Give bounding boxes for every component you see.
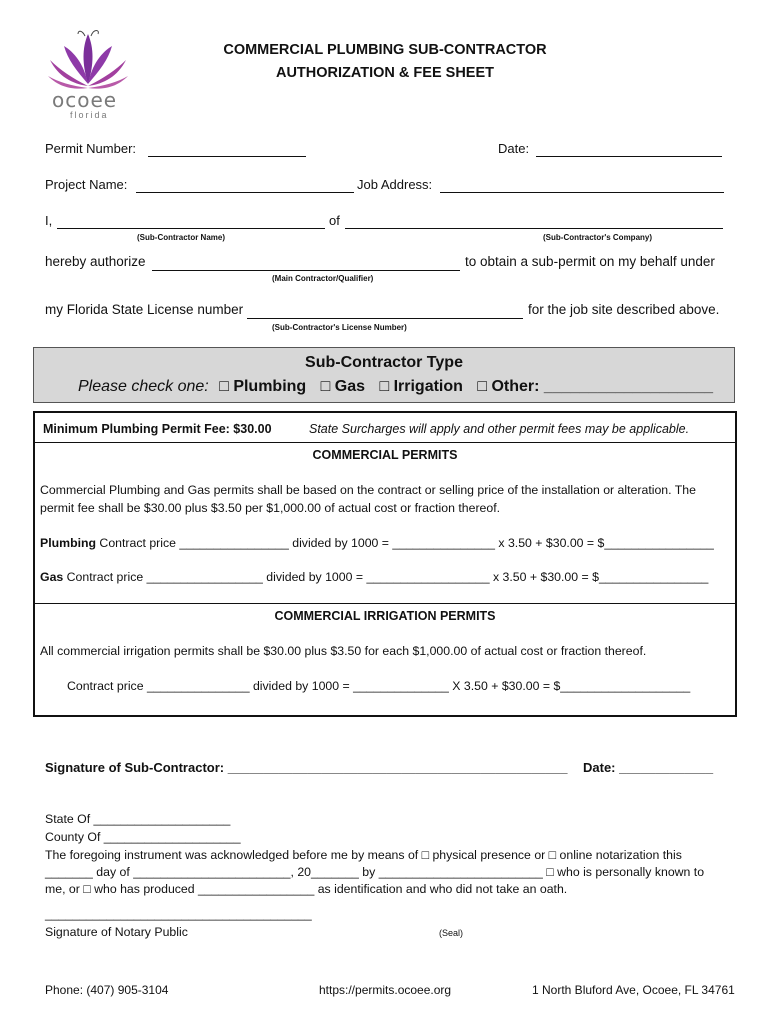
notary-line-1: The foregoing instrument was acknowledged before me by means of □ physical presence or □ online notarization this bbox=[45, 848, 682, 862]
sub-contractor-name-caption: (Sub-Contractor Name) bbox=[137, 233, 226, 242]
sub-contractor-type-box bbox=[33, 347, 735, 403]
footer-phone: Phone: (407) 905-3104 bbox=[45, 983, 169, 997]
irrigation-calc[interactable]: Contract price _______________ divided by 1000 = ______________ X 3.50 + $30.00 = $___________________ bbox=[67, 679, 691, 693]
sub-contractor-type-heading: Sub-Contractor Type bbox=[305, 354, 463, 371]
document-title-line2: AUTHORIZATION & FEE SHEET bbox=[275, 65, 495, 81]
sub-contractor-signature-field[interactable]: Signature of Sub-Contractor: _______________________________________________ bbox=[45, 760, 568, 775]
sub-contractor-name-field[interactable] bbox=[57, 228, 325, 229]
surcharge-note: State Surcharges will apply and other permit fees may be applicable. bbox=[309, 422, 690, 436]
notary-state[interactable]: State Of ____________________ bbox=[45, 812, 231, 826]
job-address-label: Job Address: bbox=[357, 177, 433, 192]
document-title-line1: COMMERCIAL PLUMBING SUB-CONTRACTOR bbox=[223, 42, 547, 58]
gas-calc-row bbox=[40, 570, 708, 584]
license-prefix-label: my Florida State License number bbox=[45, 302, 244, 317]
license-number-field[interactable] bbox=[247, 318, 523, 319]
i-label: I, bbox=[45, 213, 53, 228]
option-plumbing[interactable]: □ Plumbing bbox=[219, 378, 307, 395]
to-obtain-label: to obtain a sub-permit on my behalf under bbox=[465, 254, 715, 269]
notary-signature-label: Signature of Notary Public bbox=[45, 925, 188, 939]
date-field[interactable] bbox=[536, 156, 722, 157]
footer-url[interactable]: https://permits.ocoee.org bbox=[319, 983, 452, 997]
commercial-permits-heading: COMMERCIAL PERMITS bbox=[312, 448, 458, 462]
check-one-prompt: Please check one: bbox=[78, 378, 209, 395]
main-contractor-field[interactable] bbox=[152, 270, 460, 271]
permit-number-field[interactable] bbox=[148, 156, 306, 157]
commercial-text-2: permit fee shall be $30.00 plus $3.50 per $1,000.00 of actual cost or fraction thereof. bbox=[40, 501, 501, 515]
permit-number-label: Permit Number: bbox=[45, 141, 137, 156]
signature-date-field[interactable]: Date: _____________ bbox=[583, 760, 714, 775]
irrigation-text: All commercial irrigation permits shall be $30.00 plus $3.50 for each $1,000.00 of actual cost or fraction thereof. bbox=[40, 644, 647, 658]
plumbing-calc[interactable]: Contract price ________________ divided by 1000 = _______________ x 3.50 + $30.00 = $________________ bbox=[96, 536, 714, 550]
sub-contractor-company-caption: (Sub-Contractor's Company) bbox=[543, 233, 653, 242]
project-name-label: Project Name: bbox=[45, 177, 128, 192]
minimum-fee: Minimum Plumbing Permit Fee: $30.00 bbox=[43, 422, 272, 436]
type-options-row bbox=[78, 378, 713, 396]
irrigation-divider bbox=[35, 603, 735, 604]
notary-county[interactable]: County Of ____________________ bbox=[45, 830, 241, 844]
logo-wordmark: ocoee bbox=[52, 88, 118, 112]
irrigation-permits-heading: COMMERCIAL IRRIGATION PERMITS bbox=[274, 609, 496, 623]
option-gas[interactable]: □ Gas bbox=[320, 378, 366, 395]
gas-label: Gas bbox=[40, 570, 64, 584]
date-label: Date: bbox=[498, 141, 530, 156]
hereby-authorize-label: hereby authorize bbox=[45, 254, 146, 269]
plumbing-calc-row bbox=[40, 536, 714, 550]
option-irrigation[interactable]: □ Irrigation bbox=[379, 378, 463, 395]
footer-address: 1 North Bluford Ave, Ocoee, FL 34761 bbox=[532, 983, 735, 997]
of-label: of bbox=[329, 213, 340, 228]
gas-calc[interactable]: Contract price _________________ divided by 1000 = __________________ x 3.50 + $30.00 = $________________ bbox=[63, 570, 709, 584]
notary-line-3[interactable]: me, or □ who has produced _________________ as identification and who did not take an oath. bbox=[45, 882, 568, 896]
notary-signature-rule[interactable]: _______________________________________ bbox=[45, 907, 312, 921]
option-other[interactable]: □ Other: ___________________ bbox=[477, 378, 713, 395]
commercial-text-1: Commercial Plumbing and Gas permits shall be based on the contract or selling price of the installation or alteration. The bbox=[40, 483, 696, 497]
fee-box bbox=[33, 411, 737, 717]
license-suffix-label: for the job site described above. bbox=[528, 302, 720, 317]
main-contractor-caption: (Main Contractor/Qualifier) bbox=[272, 274, 374, 283]
commercial-divider bbox=[35, 442, 735, 443]
notary-line-2[interactable]: _______ day of _______________________, 20_______ by ________________________ □ who is personally known to bbox=[45, 865, 705, 879]
license-caption: (Sub-Contractor's License Number) bbox=[272, 323, 407, 332]
project-name-field[interactable] bbox=[136, 192, 354, 193]
sub-contractor-company-field[interactable] bbox=[345, 228, 723, 229]
seal-label: (Seal) bbox=[439, 928, 464, 938]
logo-subtitle: florida bbox=[70, 110, 109, 120]
plumbing-label: Plumbing bbox=[40, 536, 97, 550]
job-address-field[interactable] bbox=[440, 192, 724, 193]
